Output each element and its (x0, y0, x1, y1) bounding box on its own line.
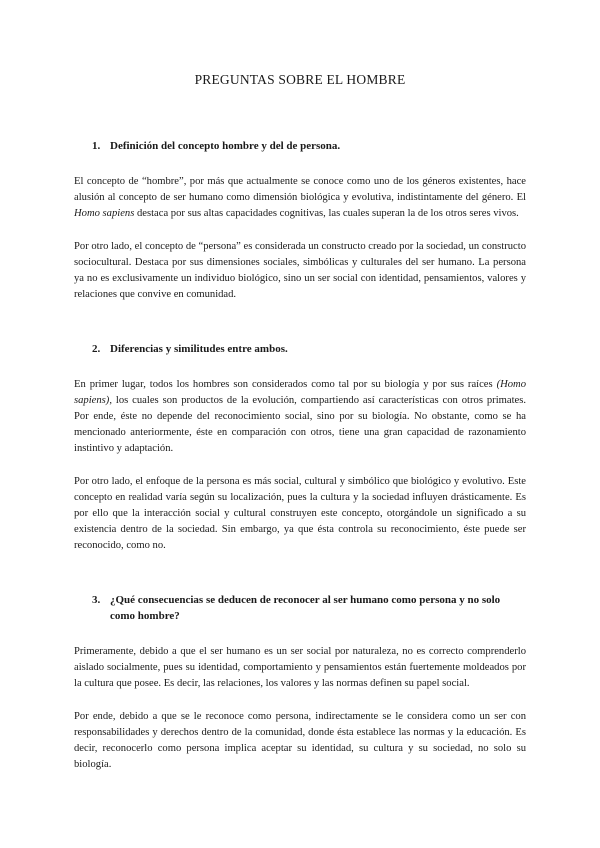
paragraph-text: destaca por sus altas capacidades cognitivas, las cuales superan la de los otros seres vivos. (134, 208, 519, 219)
section-heading (74, 138, 526, 154)
paragraph: Por otro lado, el enfoque de la persona es más social, cultural y simbólico que biológico y evolutivo. Este concepto en realidad varía según su localización, pues la cultura y la sociedad influyen drásticamente. Es por ello que la interacción social y cultural construyen este concepto, otorgándole un significado a su existencia dentro de la sociedad. Sin embargo, ya que ésta controla su reconocimiento, éste puede ser reconocido, como no. (74, 476, 526, 551)
paragraph: Primeramente, debido a que el ser humano es un ser social por naturaleza, no es correcto comprenderlo aislado socialmente, pues su identidad, comportamiento y pensamientos están fuertemente moldeados por la cultura que posee. Es decir, las relaciones, los valores y las normas definen su papel social. (74, 646, 526, 689)
paragraph-text: En primer lugar, todos los hombres son considerados como tal por su biología y por sus raíces (74, 379, 497, 390)
paragraph-text: El concepto de “hombre”, por más que actualmente se conoce como uno de los géneros existentes, hace alusión al concepto de ser humano como dimensión biológica y evolutiva, indistintamente del género. El (74, 176, 526, 203)
section-heading-text: Diferencias y similitudes entre ambos. (110, 343, 288, 355)
section-heading-text: Definición del concepto hombre y del de persona. (110, 140, 341, 152)
section-number: 1. (92, 140, 101, 152)
paragraph: Por ende, debido a que se le reconoce como persona, indirectamente se le considera como un ser con responsabilidades y derechos dentro de la comunidad, donde ésta establece las normas y la educación. Es decir, reconocerlo como persona implica aceptar su identidad, su cultura y su sociedad, no solo su biología. (74, 711, 526, 770)
paragraph: Por otro lado, el concepto de “persona” es considerada un constructo creado por la sociedad, un constructo sociocultural. Destaca por sus dimensiones sociales, simbólicas y culturales del ser humano. La persona ya no es exclusivamente un individuo biológico, sino un ser social con identidad, pensamientos, valores y relaciones que convive en comunidad. (74, 241, 526, 300)
section-heading (74, 592, 526, 624)
section-number: 2. (92, 343, 101, 355)
section-number: 3. (92, 594, 101, 606)
section-1 (74, 138, 526, 303)
section-heading (74, 341, 526, 357)
italic-term: (Homo sapiens) (74, 379, 526, 406)
paragraph-text: , los cuales son productos de la evolución, compartiendo así características con otros primates. Por ende, éste no depende del reconocimiento social, sino por su biología. No obstante, como se ha mencionado anteriormente, éste en comparación con otros, tiene una gran capacidad de razonamiento instintivo y adaptación. (74, 395, 526, 454)
section-3 (74, 592, 526, 773)
section-heading-text: ¿Qué consecuencias se deducen de reconocer al ser humano como persona y no solo como hombre? (110, 594, 501, 622)
page-title: PREGUNTAS SOBRE EL HOMBRE (194, 72, 406, 87)
section-2 (74, 341, 526, 554)
paragraph (74, 174, 526, 222)
paragraph (74, 377, 526, 457)
italic-term: Homo sapiens (74, 208, 135, 219)
